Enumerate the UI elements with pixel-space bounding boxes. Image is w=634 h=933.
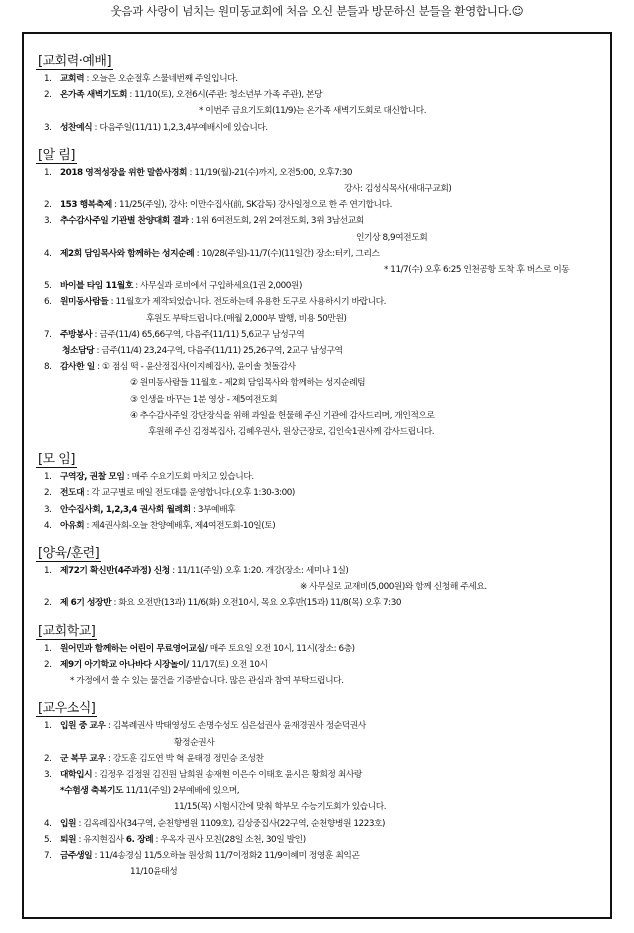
item-number: 2. xyxy=(44,753,52,764)
section-header: [모 임] xyxy=(36,448,77,468)
item-text: 후원해 주신 김정복집사, 김혜우권사, 원상근장로, 김인숙1권사께 감사드립니다. xyxy=(148,427,435,438)
item-title: 제9기 아기학교 아나바다 시장놀이/ xyxy=(60,659,189,670)
item-text: 매주 토요일 오전 10시, 11시(장소: 6층) xyxy=(209,643,355,654)
item-text: 황정순권사 xyxy=(174,737,215,748)
item-title: 주방봉사 xyxy=(60,329,93,340)
item-number: 2. xyxy=(44,659,52,670)
item-text: 각 교구별로 매일 전도대를 운영합니다.(오후 1:30-3:00) xyxy=(91,488,295,499)
item-text: 11/11(주일) 2부예배에 있으며, xyxy=(125,786,240,797)
item-text: 11/10(토), 오전6시(주관: 청소년부 가족 주관), 본당 xyxy=(134,90,323,101)
item-text: 다음주일(11/11) 1,2,3,4부예배시에 있습니다. xyxy=(99,122,268,133)
list-item-continuation xyxy=(36,673,604,689)
item-separator: : xyxy=(105,721,113,732)
item-title: 153 행복축제 xyxy=(60,200,112,211)
item-text: 오늘은 오순절후 스물네번째 주일입니다. xyxy=(91,74,238,84)
item-text: 우옥자 권사 모친(28일 소천, 30일 발인) xyxy=(160,834,306,845)
item-separator: : xyxy=(84,74,92,84)
item-title: 2018 영적성장을 위한 말씀사경회 xyxy=(60,167,188,178)
bulletin-content xyxy=(36,50,604,880)
list-item-continuation xyxy=(36,375,604,391)
item-number: 8. xyxy=(44,362,52,373)
item-text: 인기상 8,9여전도회 xyxy=(356,232,428,243)
section-member-news xyxy=(36,697,604,880)
list-item xyxy=(36,71,604,87)
item-title: 제72기 확신반(4주과정) 신청 xyxy=(60,566,170,577)
item-title: 6. 장례 xyxy=(125,834,154,845)
item-number: 3. xyxy=(44,504,52,515)
item-separator: : xyxy=(76,818,84,829)
item-number: 1. xyxy=(44,472,52,483)
item-text: 강도훈 김도연 박 혁 윤태경 정민승 조성찬 xyxy=(112,753,264,764)
item-title: 구역장, 권찰 모임 xyxy=(60,472,125,483)
item-text: * 이번주 금요기도회(11/9)는 온가족 새벽기도회로 대신합니다. xyxy=(199,106,427,117)
item-title: 바이블 타임 11월호 xyxy=(60,281,133,292)
item-separator: : xyxy=(187,167,195,178)
list-item xyxy=(36,294,604,310)
item-separator: : xyxy=(92,329,100,340)
item-text: 11/25(주일), 강사: 이만수집사(前, SK감독) 강사일정으로 한 주 연기합니다. xyxy=(119,200,393,211)
item-separator: : xyxy=(92,850,100,861)
item-number: 5. xyxy=(44,281,52,292)
item-text: * 11/7(수) 오후 6:25 인천공항 도착 후 버스로 이동 xyxy=(384,265,570,276)
item-number: 3. xyxy=(44,122,52,133)
item-number: 1. xyxy=(44,566,52,577)
list-item-continuation xyxy=(36,408,604,424)
section-church-calendar xyxy=(36,50,604,136)
item-title: 청소담당 xyxy=(62,346,95,357)
list-item xyxy=(36,767,604,783)
section-header: [교회학교] xyxy=(36,620,97,640)
list-item xyxy=(36,657,604,673)
list-item-continuation xyxy=(36,343,604,359)
item-title: 추수감사주일 기관별 찬양대회 결과 xyxy=(60,216,189,227)
item-text: 김정우 김정원 김진원 남희원 송재현 이은수 이태호 윤시은 황희정 최사랑 xyxy=(99,769,362,780)
list-item-continuation xyxy=(36,103,604,119)
item-title: 전도대 xyxy=(60,488,85,499)
item-separator: : xyxy=(94,362,103,373)
list-item xyxy=(36,485,604,501)
item-separator: : xyxy=(92,122,100,133)
item-title: 제 6기 성장반 xyxy=(60,598,112,609)
list-item-continuation xyxy=(36,311,604,327)
list-item xyxy=(36,563,604,579)
item-title: 입원 xyxy=(60,818,77,829)
item-number: 7. xyxy=(44,329,52,340)
item-title: 대학입시 xyxy=(60,769,93,780)
item-text: ④ 추수감사주일 강단장식을 위해 과일을 헌물해 주신 기관에 감사드리며, 개인적으로 xyxy=(130,410,435,421)
item-text: 금주(11/4) 23,24구역, 다음주(11/11) 25,26구역, 2교구 남성구역 xyxy=(101,346,343,357)
item-title: 아유회 xyxy=(60,520,85,531)
item-title: 성찬예식 xyxy=(60,122,93,133)
item-number: 2. xyxy=(44,598,52,609)
list-item xyxy=(36,327,604,343)
item-text: 10/28(주일)-11/7(수)(11일간) 장소:터키, 그리스 xyxy=(201,248,380,259)
list-item-continuation xyxy=(36,181,604,197)
item-text: ③ 인생을 바꾸는 1분 영상 - 제5여전도회 xyxy=(130,394,278,405)
list-item xyxy=(36,278,604,294)
item-title: 군 복무 교우 xyxy=(60,753,106,764)
item-text: 사무실과 로비에서 구입하세요(1권 2,000원) xyxy=(140,281,302,292)
item-number: 1. xyxy=(44,721,52,732)
item-title: 안수집사회, 1,2,3,4 권사회 월례회 xyxy=(60,504,191,515)
welcome-banner: 웃음과 사랑이 넘치는 원미동교회에 처음 오신 분들과 방문하신 분들을 환영합니다.☺ xyxy=(110,4,524,18)
list-item-continuation xyxy=(36,424,604,440)
list-item xyxy=(36,718,604,734)
list-item-continuation xyxy=(36,262,604,278)
list-item xyxy=(36,165,604,181)
list-item-continuation xyxy=(36,864,604,880)
item-title: *수험생 축복기도 xyxy=(60,786,124,797)
item-number: 1. xyxy=(44,74,52,84)
list-item xyxy=(36,641,604,657)
item-text: ① 점심 떡 - 윤산정집사(이지혜집사), 윤이솔 첫돌감사 xyxy=(102,362,296,373)
item-text: ※ 사무실로 교재비(5,000원)와 함께 신청해 주세요. xyxy=(300,582,487,593)
section-meetings xyxy=(36,448,604,534)
item-separator: : xyxy=(194,248,202,259)
item-separator: : xyxy=(84,520,92,531)
list-item-continuation xyxy=(36,579,604,595)
list-item xyxy=(36,595,604,611)
item-number: 1. xyxy=(44,643,52,654)
item-separator: : xyxy=(153,834,161,845)
section-header: [양육/훈련] xyxy=(36,542,101,562)
item-text: 강사: 김성식목사(새대구교회) xyxy=(344,184,452,195)
item-title: 퇴원 xyxy=(60,834,77,845)
item-text: 11/15(목) 시험시간에 맞춰 학부모 수능기도회가 있습니다. xyxy=(174,802,387,813)
list-item xyxy=(36,359,604,375)
item-separator: : xyxy=(124,472,132,483)
item-title: 교회력 xyxy=(60,74,85,84)
item-number: 4. xyxy=(44,520,52,531)
item-number: 1. xyxy=(44,167,52,178)
item-separator: : xyxy=(108,297,116,308)
item-separator: : xyxy=(105,753,113,764)
list-item-continuation xyxy=(36,392,604,408)
list-item xyxy=(36,502,604,518)
section-notices xyxy=(36,144,604,440)
item-title: 원미동사람들 xyxy=(60,297,109,308)
section-training xyxy=(36,542,604,612)
item-text: 유지현집사 xyxy=(83,834,126,845)
section-header: [교회력·예배] xyxy=(36,50,113,70)
item-number: 2. xyxy=(44,90,52,101)
item-title: 원어민과 함께하는 어린이 무료영어교실/ xyxy=(60,643,208,654)
item-separator: : xyxy=(94,346,102,357)
item-number: 5. xyxy=(44,834,52,845)
item-number: 3. xyxy=(44,769,52,780)
list-item-continuation xyxy=(36,230,604,246)
item-title: 입원 중 교우 xyxy=(60,721,106,732)
list-item xyxy=(36,120,604,136)
item-text: 11/17(토) 오전 10시 xyxy=(191,659,268,670)
item-text: 11/4송경심 11/5오하늘 원상희 11/7이정화2 11/9이혜미 정영훈 최익곤 xyxy=(99,850,360,861)
item-text: 1위 6여전도회, 2위 2여전도회, 3위 3남선교회 xyxy=(195,216,364,227)
list-item xyxy=(36,832,604,848)
item-number: 7. xyxy=(44,850,52,861)
item-number: 2. xyxy=(44,488,52,499)
item-text: 제4권사회-오늘 찬양예배후, 제4여전도회-10일(토) xyxy=(91,520,276,531)
item-number: 2. xyxy=(44,200,52,211)
item-separator: : xyxy=(127,90,135,101)
item-number: 6. xyxy=(44,297,52,308)
list-item-continuation xyxy=(36,735,604,751)
list-item xyxy=(36,87,604,103)
item-text: 화요 오전반(13과) 11/6(화) 오전10시, 목요 오후반(15과) 11/8(목) 오후 7:30 xyxy=(118,598,401,609)
item-separator: : xyxy=(132,281,141,292)
item-text: ② 원미동사람들 11월호 - 제2회 담임목사와 함께하는 성지순례팀 xyxy=(130,378,366,389)
list-item-continuation xyxy=(36,783,604,799)
list-item xyxy=(36,816,604,832)
list-item xyxy=(36,469,604,485)
item-number: 4. xyxy=(44,248,52,259)
section-church-school xyxy=(36,620,604,690)
item-title: 제2회 담임목사와 함께하는 성지순례 xyxy=(60,248,195,259)
item-text: 매주 수요기도회 마치고 있습니다. xyxy=(131,472,254,483)
list-item xyxy=(36,213,604,229)
list-item-continuation xyxy=(36,799,604,815)
item-separator: : xyxy=(111,598,119,609)
item-separator: : xyxy=(169,566,178,577)
section-header: [알 림] xyxy=(36,144,77,164)
item-text: 후원도 부탁드립니다.(매월 2,000부 발행, 비용 50만원) xyxy=(146,313,347,324)
item-separator: : xyxy=(76,834,84,845)
item-text: 11/11(주일) 오후 1:20. 개강(장소: 세미나 1실) xyxy=(177,566,349,577)
item-separator: : xyxy=(84,488,92,499)
list-item xyxy=(36,197,604,213)
item-number: 4. xyxy=(44,818,52,829)
item-title: 온가족 새벽기도회 xyxy=(60,90,127,101)
bulletin-box xyxy=(22,32,612,919)
item-separator: : xyxy=(190,504,198,515)
item-separator: : xyxy=(111,200,120,211)
list-item xyxy=(36,518,604,534)
list-item xyxy=(36,246,604,262)
list-item xyxy=(36,751,604,767)
item-text: 김옥례집사(34구역, 순천향병원 1109호), 김상중집사(22구역, 순천향병원 1223호) xyxy=(83,818,386,829)
item-text: 11월호가 제작되었습니다. 전도하는데 유용한 도구로 사용하시기 바랍니다. xyxy=(115,297,387,308)
list-item xyxy=(36,848,604,864)
item-text: * 가정에서 쓸 수 있는 물건을 기증받습니다. 많은 관심과 참여 부탁드립니다. xyxy=(70,676,344,687)
item-text: 11/10윤태성 xyxy=(130,867,178,878)
item-title: 금주생일 xyxy=(60,850,93,861)
item-text: 금주(11/4) 65,66구역, 다음주(11/11) 5,6교구 남성구역 xyxy=(99,329,305,340)
item-separator: : xyxy=(188,216,196,227)
item-number: 3. xyxy=(44,216,52,227)
item-text: 김복례권사 박태영성도 손명수성도 심은섭권사 윤재경권사 정순덕권사 xyxy=(112,721,366,732)
item-separator: : xyxy=(92,769,100,780)
item-title: 감사한 일 xyxy=(60,362,95,373)
item-text: 3부예배후 xyxy=(197,504,236,515)
section-header: [교우소식] xyxy=(36,697,97,717)
item-text: 11/19(월)-21(수)까지, 오전5:00, 오후7:30 xyxy=(194,167,353,178)
